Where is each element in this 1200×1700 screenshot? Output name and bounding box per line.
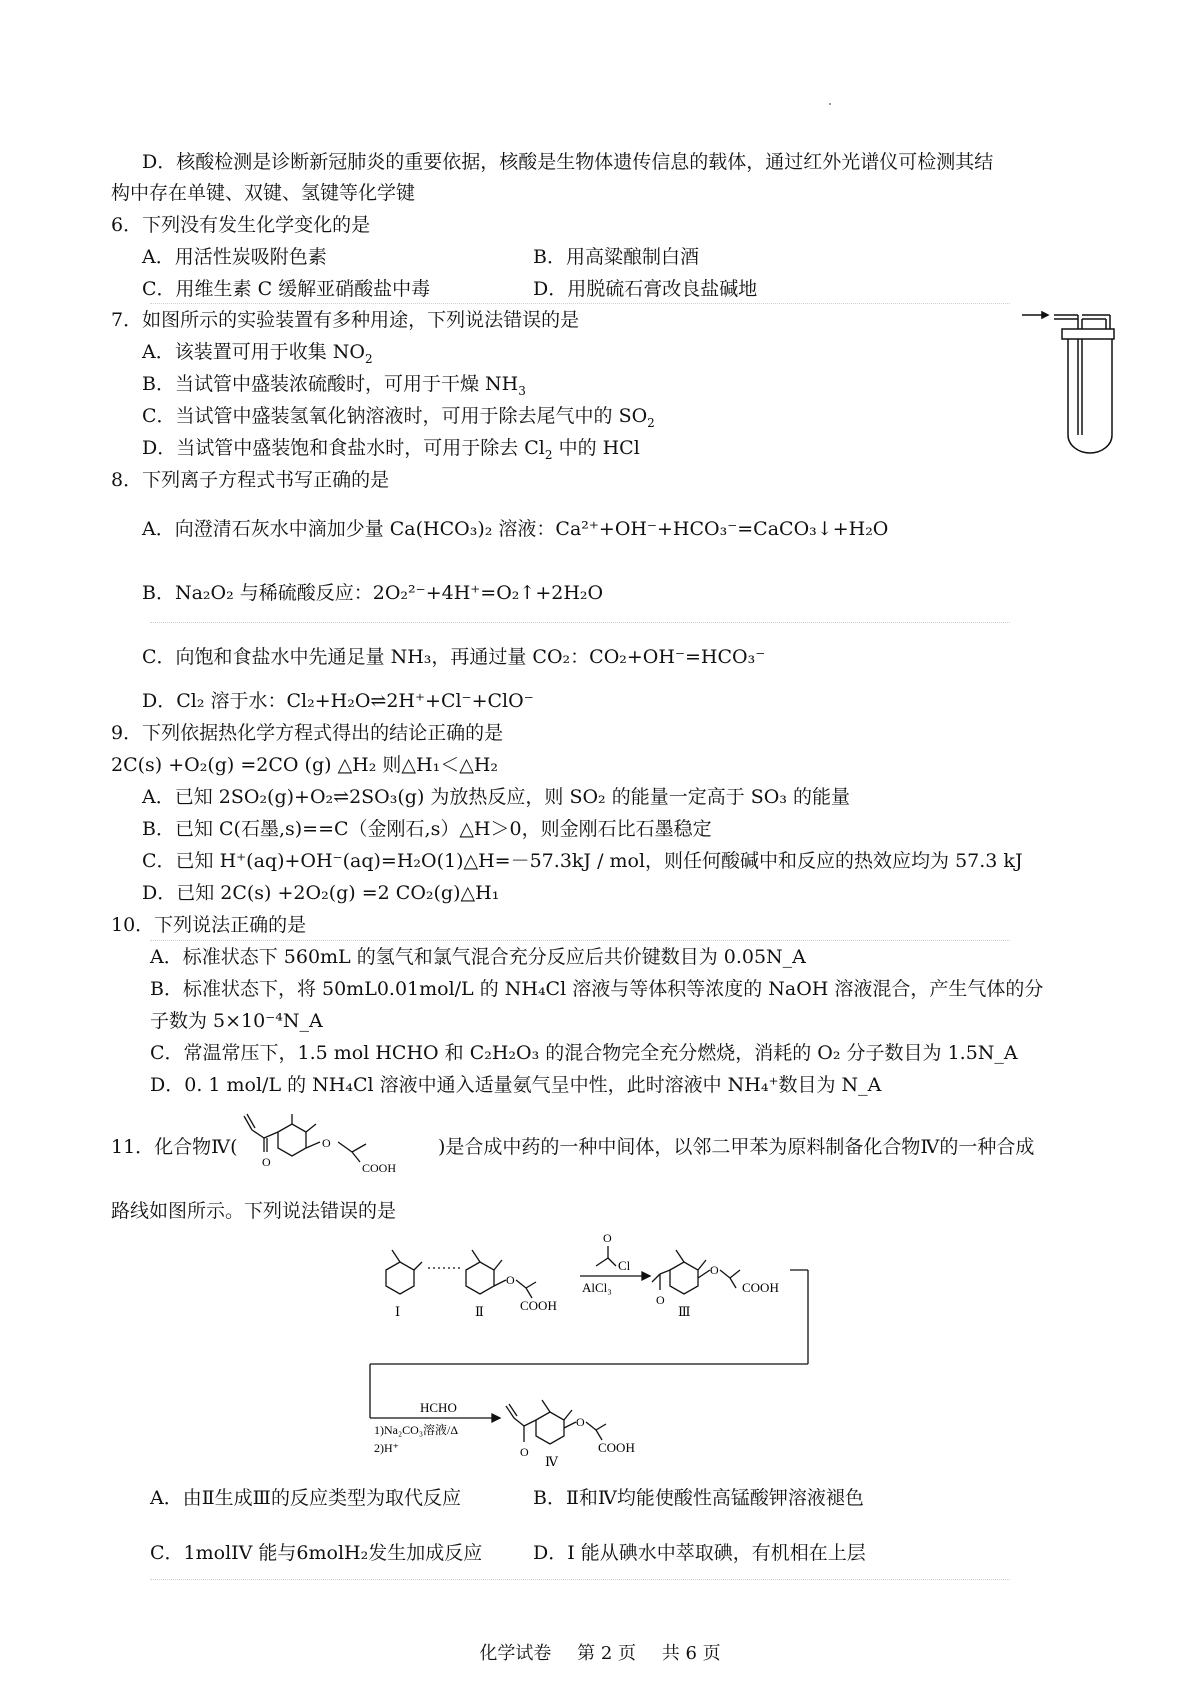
footer-subject: 化学试卷 [479, 1643, 552, 1664]
q7-option-b: B．当试管中盛装浓硫酸时，可用于干燥 $NH_3$ [142, 373, 526, 398]
q11-stem-line2: 路线如图所示。下列说法错误的是 [111, 1200, 397, 1222]
q9-option-a: A．已知 2SO₂(g)+O₂⇌2SO₃(g) 为放热反应，则 SO₂ 的能量一定高于 SO₃ 的能量 [142, 786, 850, 808]
hcho-label: HCHO [420, 1400, 457, 1415]
carbonyl-o-label: O [262, 1155, 271, 1169]
q8-stem: 8．下列离子方程式书写正确的是 [111, 469, 390, 491]
cl-label: Cl [618, 1258, 631, 1273]
q9-extra-equation: 2C(s) +O₂(g) =2CO (g) △H₂ 则△H₁＜△H₂ [111, 754, 499, 776]
compound-i-ring [386, 1262, 414, 1294]
q7-option-a: A．该装置可用于收集 $NO_2$ [142, 341, 373, 366]
divider [150, 1579, 1010, 1580]
footer-page: 第 2 页 [577, 1643, 636, 1664]
q8-option-c: C．向饱和食盐水中先通足量 NH₃，再通过量 CO₂：CO₂+OH⁻=HCO₃⁻ [142, 646, 766, 668]
condition-1: 1)Na₂CO₃溶液/Δ [374, 1423, 459, 1437]
compound-iv-inline-structure [238, 1108, 438, 1178]
q10-option-a: A．标准状态下 560mL 的氢气和氯气混合充分反应后共价键数目为 0.05N_A [150, 946, 806, 968]
divider [150, 303, 1010, 304]
divider [150, 940, 1010, 941]
cooh-label: COOH [362, 1161, 397, 1175]
ether-o-label: O [322, 1136, 331, 1150]
o-label: O [710, 1263, 719, 1277]
cooh-label: COOH [742, 1280, 779, 1295]
q6-option-b: B．用高粱酿制白酒 [533, 246, 699, 268]
speck [829, 103, 831, 105]
q8-option-a: A．向澄清石灰水中滴加少量 Ca(HCO₃)₂ 溶液：Ca²⁺+OH⁻+HCO₃⁻=CaCO₃↓+H₂O [142, 518, 889, 540]
q7-stem: 7．如图所示的实验装置有多种用途，下列说法错误的是 [111, 309, 580, 331]
o-label: O [656, 1293, 665, 1307]
gas-washing-apparatus [1020, 305, 1125, 445]
synthesis-route-scheme [370, 1230, 840, 1469]
q11-option-d: D．I 能从碘水中萃取碘，有机相在上层 [533, 1542, 866, 1564]
q10-option-d: D．0. 1 mol/L 的 NH₄Cl 溶液中通入适量氨气呈中性，此时溶液中 NH₄⁺数目为 N_A [150, 1074, 882, 1096]
footer-total: 共 6 页 [661, 1643, 721, 1664]
q5-option-d-line2: 构中存在单键、双键、氢键等化学键 [111, 182, 416, 204]
q11-option-a: A．由Ⅱ生成Ⅲ的反应类型为取代反应 [150, 1487, 461, 1509]
q9-option-d: D．已知 2C(s) +2O₂(g) =2 CO₂(g)△H₁ [142, 882, 500, 904]
q6-option-c: C．用维生素 C 缓解亚硝酸盐中毒 [142, 278, 431, 300]
condition-2: 2)H⁺ [374, 1441, 399, 1455]
o-label: O [576, 1415, 585, 1429]
q7-option-d: D．当试管中盛装饱和食盐水时，可用于除去 $Cl_2$ 中的 HCl [142, 437, 640, 462]
cooh-label: COOH [598, 1440, 635, 1455]
alcl3-label: AlCl₃ [582, 1280, 612, 1295]
label-iv: Ⅳ [545, 1454, 558, 1469]
q10-option-b-line1: B．标准状态下，将 50mL0.01mol/L 的 NH₄Cl 溶液与等体积等浓度的 NaOH 溶液混合，产生气体的分 [150, 978, 1044, 1000]
q9-stem: 9．下列依据热化学方程式得出的结论正确的是 [111, 722, 504, 744]
q10-stem: 10．下列说法正确的是 [111, 914, 307, 936]
q6-option-d: D．用脱硫石膏改良盐碱地 [533, 278, 758, 300]
q6-stem: 6．下列没有发生化学变化的是 [111, 214, 371, 236]
o-label: O [520, 1445, 529, 1459]
o-label: O [603, 1231, 612, 1245]
q7-option-c: C．当试管中盛装氢氧化钠溶液时，可用于除去尾气中的 $SO_2$ [142, 405, 655, 430]
q8-option-b: B．Na₂O₂ 与稀硫酸反应：2O₂²⁻+4H⁺=O₂↑+2H₂O [142, 582, 604, 604]
q11-option-b: B．Ⅱ和Ⅳ均能使酸性高锰酸钾溶液褪色 [533, 1487, 864, 1509]
q11-stem-pre: 11．化合物Ⅳ( [111, 1136, 238, 1158]
q10-option-c: C．常温常压下，1.5 mol HCHO 和 C₂H₂O₃ 的混合物完全充分燃烧，消耗的 O₂ 分子数目为 1.5N_A [150, 1042, 1018, 1064]
cooh-label: COOH [520, 1298, 557, 1313]
q9-option-b: B．已知 C(石墨,s)==C（金刚石,s）△H＞0，则金刚石比石墨稳定 [142, 818, 712, 840]
q8-option-d: D．Cl₂ 溶于水：Cl₂+H₂O⇌2H⁺+Cl⁻+ClO⁻ [142, 690, 534, 712]
q10-option-b-line2: 子数为 5×10⁻⁴N_A [150, 1010, 323, 1032]
label-ii: Ⅱ [475, 1304, 484, 1319]
o-label: O [506, 1273, 515, 1287]
q11-stem-post: )是合成中药的一种中间体，以邻二甲苯为原料制备化合物Ⅳ的一种合成 [438, 1136, 1035, 1158]
label-iii: Ⅲ [678, 1304, 691, 1319]
q5-option-d-line1: D．核酸检测是诊断新冠肺炎的重要依据，核酸是生物体遗传信息的载体，通过红外光谱仪可检测其结 [142, 151, 994, 173]
page-footer [0, 1639, 1200, 1665]
label-i: Ⅰ [395, 1304, 401, 1319]
q11-option-c: C．1molIV 能与6molH₂发生加成反应 [150, 1542, 483, 1564]
q6-option-a: A．用活性炭吸附色素 [142, 246, 327, 268]
q9-option-c: C．已知 H⁺(aq)+OH⁻(aq)=H₂O(1)△H=－57.3kJ / mol，则任何酸碱中和反应的热效应均为 57.3 kJ [142, 850, 1023, 872]
divider [150, 622, 1010, 623]
